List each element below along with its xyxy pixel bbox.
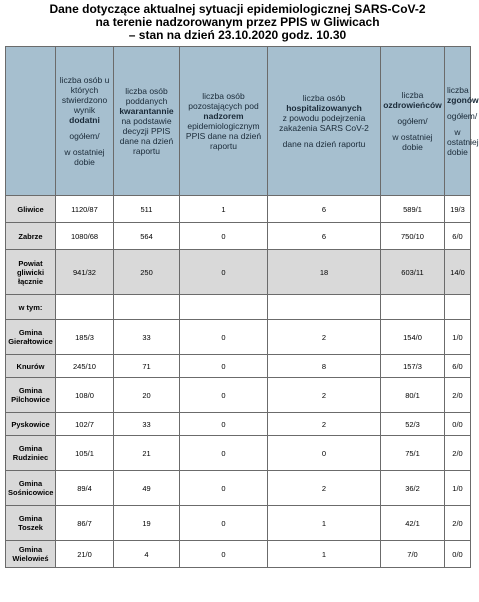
row-label: Gliwice (6, 196, 56, 223)
cell-value: 105/1 (56, 436, 114, 471)
header-row (6, 47, 471, 196)
cell-value: 89/4 (56, 471, 114, 506)
cell-value: 2/0 (445, 506, 471, 541)
header-supervision-bold: nadzorem (203, 111, 244, 121)
cell-value: 2 (268, 378, 381, 413)
header-hospitalized (268, 47, 381, 196)
header-recovered-bold: ozdrowieńców (383, 100, 442, 110)
cell-value: 71 (114, 355, 180, 378)
header-supervision-pre: liczba osób pozostających pod (188, 91, 259, 111)
table-row (6, 223, 471, 250)
cell-value: 0 (180, 506, 268, 541)
header-quarantine-bold: kwarantannie (119, 106, 174, 116)
cell-value: 102/7 (56, 413, 114, 436)
cell-value: 2/0 (445, 436, 471, 471)
header-supervision (180, 47, 268, 196)
table-row (6, 250, 471, 295)
cell-value: 19/3 (445, 196, 471, 223)
cell-value: 1/0 (445, 471, 471, 506)
header-quarantine-post: na podstawie decyzji PPIS dane na dzień raportu (119, 116, 174, 156)
cell-value (445, 295, 471, 320)
cell-value: 33 (114, 320, 180, 355)
header-quarantine (114, 47, 180, 196)
header-recovered-pre: liczba (401, 90, 424, 100)
cell-value: 14/0 (445, 250, 471, 295)
title-line-3: – stan na dzień 23.10.2020 godz. 10.30 (128, 28, 347, 42)
header-hospitalized-post2: dane na dzień raportu (282, 139, 366, 149)
cell-value (56, 295, 114, 320)
cell-value: 750/10 (381, 223, 445, 250)
cell-value: 6 (268, 223, 381, 250)
cell-value: 0/0 (445, 413, 471, 436)
table-row (6, 506, 471, 541)
cell-value: 108/0 (56, 378, 114, 413)
table-row (6, 436, 471, 471)
cell-value: 0 (180, 413, 268, 436)
header-positive-post2: w ostatniej dobie (64, 147, 105, 167)
cell-value: 19 (114, 506, 180, 541)
cell-value: 36/2 (381, 471, 445, 506)
cell-value: 154/0 (381, 320, 445, 355)
header-positive-post: ogółem/ (69, 131, 100, 141)
covid-data-table (5, 46, 479, 568)
cell-value: 0 (180, 355, 268, 378)
cell-value: 1 (268, 506, 381, 541)
cell-value: 6 (268, 196, 381, 223)
row-label: Gmina Rudziniec (6, 436, 56, 471)
header-corner (6, 47, 56, 196)
table-row (6, 196, 471, 223)
cell-value: 1 (268, 541, 381, 568)
cell-value: 0 (268, 436, 381, 471)
cell-value: 0 (180, 471, 268, 506)
cell-value: 49 (114, 471, 180, 506)
cell-value (114, 295, 180, 320)
header-positive (56, 47, 114, 196)
cell-value: 18 (268, 250, 381, 295)
cell-value: 2/0 (445, 378, 471, 413)
header-supervision-post: epidemiologicznym PPIS dane na dzień raportu (185, 121, 262, 151)
cell-value: 2 (268, 471, 381, 506)
cell-value: 0/0 (445, 541, 471, 568)
cell-value: 1/0 (445, 320, 471, 355)
cell-value (268, 295, 381, 320)
cell-value: 1080/68 (56, 223, 114, 250)
cell-value (381, 295, 445, 320)
title-line-2: na terenie nadzorowanym przez PPIS w Gliwicach (95, 15, 380, 29)
header-hospitalized-post: z powodu podejrzenia zakażenia SARS CoV-2 (279, 113, 369, 133)
row-label: Gmina Wielowieś (6, 541, 56, 568)
cell-value: 0 (180, 378, 268, 413)
table-row (6, 541, 471, 568)
row-label: Gmina Toszek (6, 506, 56, 541)
header-deaths-bold: zgonów (447, 95, 479, 105)
cell-value: 185/3 (56, 320, 114, 355)
header-positive-pre: liczba osób u których stwierdzono wynik (59, 75, 110, 115)
cell-value: 245/10 (56, 355, 114, 378)
cell-value: 0 (180, 320, 268, 355)
row-label: Gmina Gierałtowice (6, 320, 56, 355)
row-label: Gmina Sośnicowice (6, 471, 56, 506)
cell-value: 2 (268, 413, 381, 436)
report-title (0, 0, 475, 44)
cell-value: 20 (114, 378, 180, 413)
row-label: Pyskowice (6, 413, 56, 436)
cell-value (180, 295, 268, 320)
row-label: Zabrze (6, 223, 56, 250)
cell-value: 2 (268, 320, 381, 355)
cell-value: 511 (114, 196, 180, 223)
header-recovered-post: ogółem/ (397, 116, 428, 126)
header-hospitalized-pre: liczba osób (302, 93, 346, 103)
header-deaths-post2: w ostatniej dobie (447, 127, 479, 157)
cell-value: 1 (180, 196, 268, 223)
cell-value: 0 (180, 541, 268, 568)
cell-value: 603/11 (381, 250, 445, 295)
cell-value: 4 (114, 541, 180, 568)
cell-value: 86/7 (56, 506, 114, 541)
header-hospitalized-bold: hospitalizowanych (286, 103, 362, 113)
table-row (6, 471, 471, 506)
title-line-1: Dane dotyczące aktualnej sytuacji epidemiologicznej SARS-CoV-2 (49, 2, 426, 16)
header-deaths (445, 47, 479, 196)
header-recovered-post2: w ostatniej dobie (392, 132, 433, 152)
header-quarantine-pre: liczba osób poddanych (125, 86, 168, 106)
header-deaths-post: ogółem/ (447, 111, 478, 121)
table-row (6, 378, 471, 413)
table-row (6, 295, 471, 320)
table-row (6, 320, 471, 355)
cell-value: 157/3 (381, 355, 445, 378)
cell-value: 564 (114, 223, 180, 250)
cell-value: 1120/87 (56, 196, 114, 223)
cell-value: 941/32 (56, 250, 114, 295)
cell-value: 589/1 (381, 196, 445, 223)
cell-value: 42/1 (381, 506, 445, 541)
row-label: w tym: (6, 295, 56, 320)
cell-value: 0 (180, 436, 268, 471)
row-label: Powiat gliwicki łącznie (6, 250, 56, 295)
table-body (6, 196, 471, 568)
cell-value: 0 (180, 223, 268, 250)
table-row (6, 355, 471, 378)
row-label: Gmina Pilchowice (6, 378, 56, 413)
header-positive-bold: dodatni (69, 115, 100, 125)
table-row (6, 413, 471, 436)
cell-value: 21/0 (56, 541, 114, 568)
cell-value: 0 (180, 250, 268, 295)
header-deaths-pre: liczba (447, 85, 469, 95)
row-label: Knurów (6, 355, 56, 378)
cell-value: 8 (268, 355, 381, 378)
cell-value: 75/1 (381, 436, 445, 471)
cell-value: 250 (114, 250, 180, 295)
cell-value: 6/0 (445, 223, 471, 250)
cell-value: 80/1 (381, 378, 445, 413)
cell-value: 52/3 (381, 413, 445, 436)
cell-value: 7/0 (381, 541, 445, 568)
cell-value: 6/0 (445, 355, 471, 378)
header-recovered (381, 47, 445, 196)
cell-value: 33 (114, 413, 180, 436)
cell-value: 21 (114, 436, 180, 471)
